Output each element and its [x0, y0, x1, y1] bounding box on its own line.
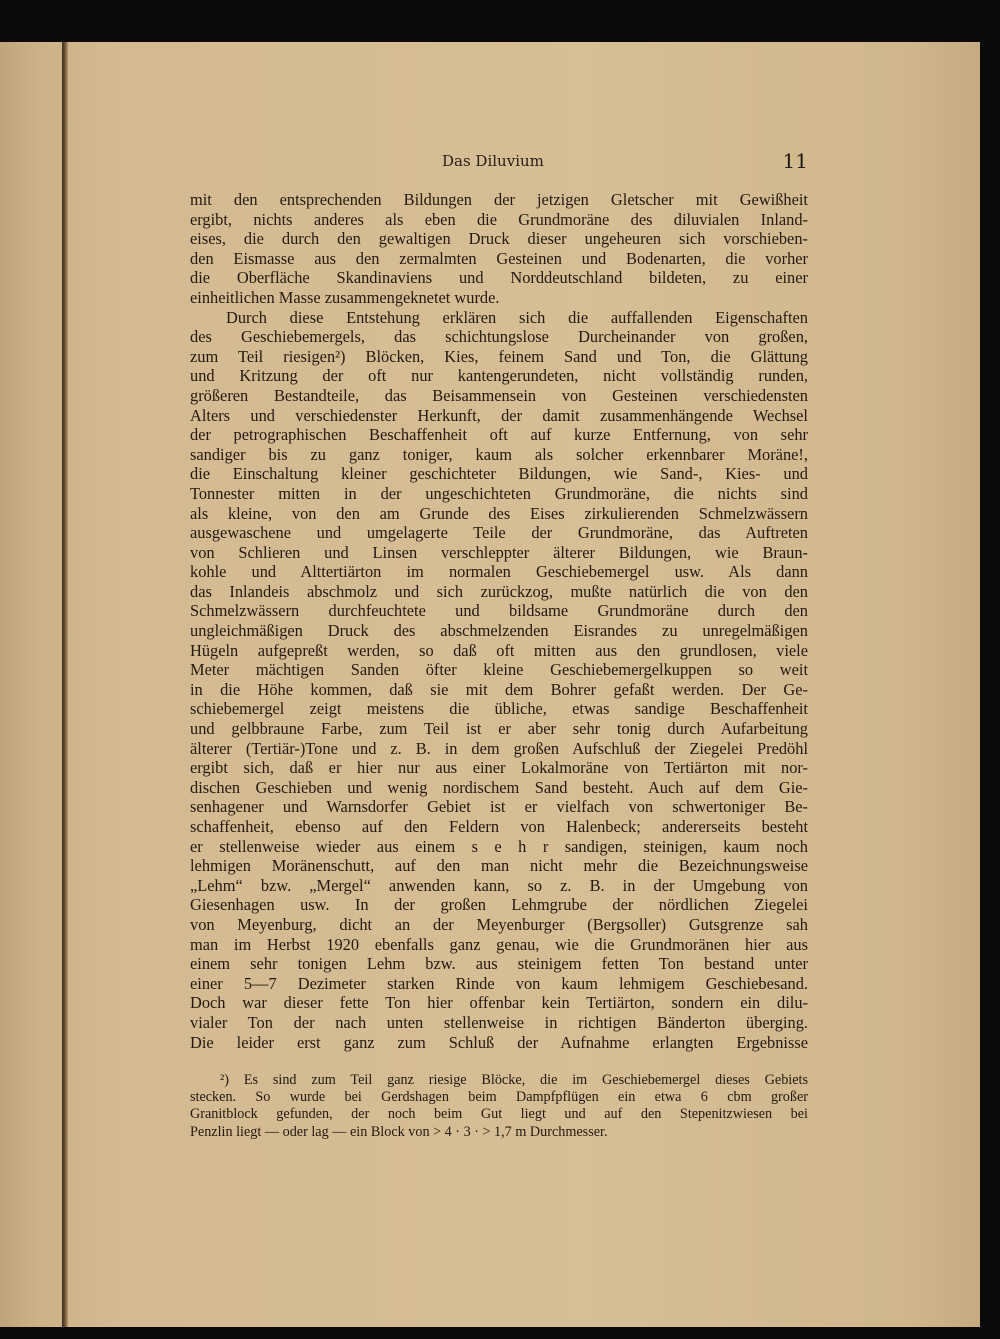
text-line: Schmelzwässern durchfeuchtete und bildsame Grundmoräne durch den — [190, 601, 808, 621]
text-line: der petrographischen Beschaffenheit oft auf kurze Entfernung, von sehr — [190, 425, 808, 445]
text-line: Hügeln aufgepreßt werden, so daß oft mitten aus den grundlosen, viele — [190, 640, 808, 660]
text-line: einem sehr tonigen Lehm bzw. aus steinigem fetten Ton bestand unter — [190, 954, 808, 974]
text-line: ergibt, nichts anderes als eben die Grundmoräne des diluvialen Inland- — [190, 209, 808, 229]
body-text — [190, 190, 808, 1052]
text-line: die Oberfläche Skandinaviens und Norddeutschland bildeten, zu einer — [190, 268, 808, 288]
text-line: Giesenhagen usw. In der großen Lehmgrube der nördlichen Ziegelei — [190, 895, 808, 915]
text-line: schaffenheit, ebenso auf den Feldern von Halenbeck; andererseits besteht — [190, 817, 808, 836]
text-line: in die Höhe kommen, daß sie mit dem Bohrer gefaßt werden. Der Ge- — [190, 679, 808, 699]
text-line: Meter mächtigen Sanden öfter kleine Geschiebemergelkuppen so weit — [190, 660, 808, 680]
text-line: Alters und verschiedenster Herkunft, der damit zusammenhängende Wechsel — [190, 405, 808, 425]
footnote-line: Penzlin liegt — oder lag — ein Block von > 4 · 3 · > 1,7 m Durchmesser. — [190, 1123, 608, 1140]
running-title: Das Diluvium — [442, 152, 544, 170]
page-header — [190, 149, 808, 176]
text-line: die Einschaltung kleiner geschichteter Bildungen, wie Sand-, Kies- und — [190, 464, 808, 484]
text-line: und gelbbraune Farbe, zum Teil ist er aber sehr tonig durch Aufarbeitung — [190, 719, 808, 739]
text-line: kohle und Alttertiärton im normalen Geschiebemergel usw. Als dann — [190, 562, 808, 582]
text-line: einheitlichen Masse zusammengeknetet wurde. — [190, 287, 500, 307]
text-line: von Schlieren und Linsen verschleppter älterer Bildungen, wie Braun- — [190, 542, 808, 562]
text-line: er stellenweise wieder aus einem s e h r sandigen, steinigen, kaum noch — [190, 836, 808, 856]
footnote-line: Granitblock gefunden, der noch beim Gut liegt und auf den Stepenitzwiesen bei — [190, 1106, 808, 1123]
text-line: dischen Geschieben und wenig nordischem Sand besteht. Auch auf dem Gie- — [190, 777, 808, 797]
text-line: sandiger bis zu ganz toniger, kaum als solcher erkennbarer Moräne!, — [190, 444, 808, 464]
text-line: von Meyenburg, dicht an der Meyenburger (Bergsoller) Gutsgrenze sah — [190, 914, 808, 934]
text-line: eises, die durch den gewaltigen Druck dieser ungeheuren sich vorschieben- — [190, 229, 808, 249]
text-line: Die leider erst ganz zum Schluß der Aufnahme erlangten Ergebnisse — [190, 1032, 808, 1052]
footnote-line: stecken. So wurde bei Gerdshagen beim Dampfpflügen ein etwa 6 cbm großer — [190, 1089, 808, 1106]
book-gutter — [62, 42, 68, 1327]
text-line: ungleichmäßigen Druck des abschmelzenden Eisrandes zu unregelmäßigen — [190, 621, 808, 641]
text-line: das Inlandeis abschmolz und sich zurückzog, mußte natürlich die von den — [190, 581, 808, 601]
text-line: zum Teil riesigen²) Blöcken, Kies, feinem Sand und Ton, die Glättung — [190, 346, 808, 366]
footnote — [190, 1072, 808, 1141]
text-line: ergibt sich, daß er hier nur aus einer Lokalmoräne von Tertiärton mit nor- — [190, 758, 808, 778]
text-line: schiebemergel zeigt meistens die übliche, etwas sandige Beschaffenheit — [190, 699, 808, 719]
text-line: und Kritzung der oft nur kantengerundeten, nicht vollständig runden, — [190, 366, 808, 386]
text-line: des Geschiebemergels, das schichtungslose Durcheinander von großen, — [190, 327, 808, 347]
text-line: Durch diese Entstehung erklären sich die auffallenden Eigenschaften — [226, 307, 808, 327]
text-line: den Eismasse aus den zermalmten Gesteinen und Bodenarten, die vorher — [190, 248, 808, 268]
text-line: einer 5—7 Dezimeter starken Rinde von kaum lehmigem Geschiebesand. — [190, 973, 808, 993]
footnote-line: ²) Es sind zum Teil ganz riesige Blöcke, die im Geschiebemergel dieses Gebiets — [220, 1072, 808, 1088]
text-line: man im Herbst 1920 ebenfalls ganz genau, wie die Grundmoränen hier aus — [190, 934, 808, 954]
text-line: Doch war dieser fette Ton hier offenbar kein Tertiärton, sondern ein dilu- — [190, 993, 808, 1013]
text-line: Tonnester mitten in der ungeschichteten Grundmoräne, die nichts sind — [190, 483, 808, 503]
text-line: lehmigen Moränenschutt, auf den man nicht mehr die Bezeichnungsweise — [190, 856, 808, 876]
text-line: älterer (Tertiär-)Tone und z. B. in dem großen Aufschluß der Ziegelei Predöhl — [190, 738, 808, 758]
page-number: 11 — [782, 149, 808, 173]
text-line: ausgewaschene und umgelagerte Teile der Grundmoräne, das Auftreten — [190, 523, 808, 543]
text-line: vialer Ton der nach unten stellenweise in richtigen Bänderton überging. — [190, 1012, 808, 1032]
text-line: größeren Bestandteile, das Beisammensein von Gesteinen verschiedensten — [190, 385, 808, 405]
text-line: als kleine, von den am Grunde des Eises zirkulierenden Schmelzwässern — [190, 503, 808, 523]
text-line: senhagener und Warnsdorfer Gebiet ist er vielfach von schwertoniger Be- — [190, 797, 808, 817]
text-line: „Lehm“ bzw. „Mergel“ anwenden kann, so z. B. in der Umgebung von — [190, 875, 808, 895]
text-line: mit den entsprechenden Bildungen der jetzigen Gletscher mit Gewißheit — [190, 190, 808, 209]
